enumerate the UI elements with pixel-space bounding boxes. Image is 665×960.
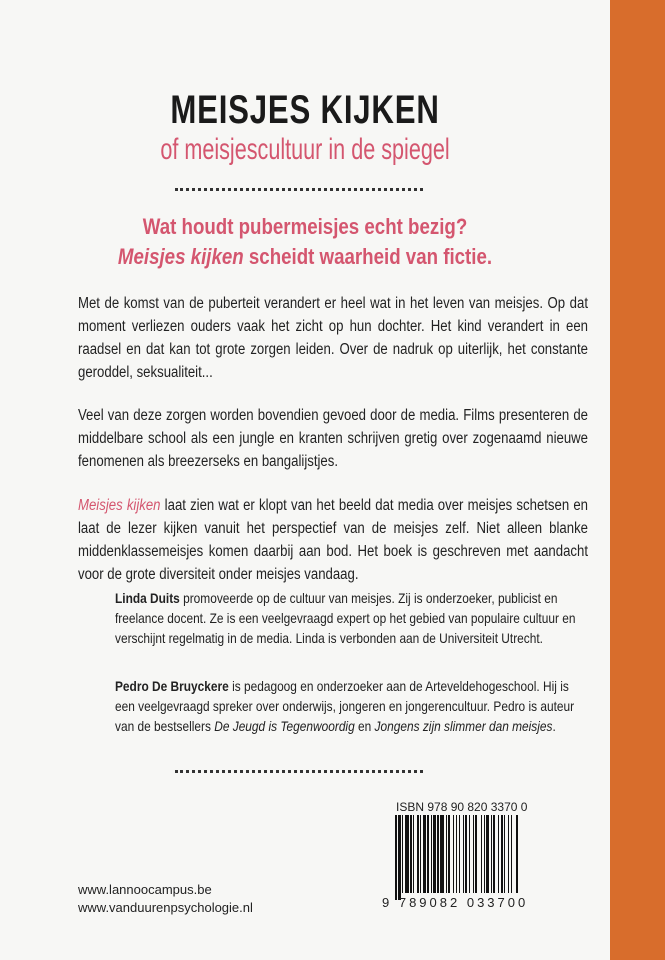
paragraph-3-text: laat zien wat er klopt van het beeld dat media over meisjes schetsen en laat de lezer kijken vanuit het perspectief van de meisjes zelf. Niet alleen blanke middenklassemeisjes komen daarbij aan bod. Het boek is geschreven met aandacht voor de grote diversiteit onder meisjes vandaag. bbox=[78, 497, 588, 583]
barcode-bar bbox=[423, 815, 426, 893]
barcode-bar bbox=[486, 815, 489, 893]
barcode-bar bbox=[511, 815, 512, 893]
spine-strip bbox=[610, 0, 665, 960]
barcode-bar bbox=[437, 815, 439, 893]
barcode-bar bbox=[459, 815, 460, 893]
barcode-bar bbox=[402, 815, 403, 893]
barcode-bar bbox=[446, 815, 447, 893]
barcode-bar bbox=[427, 815, 429, 893]
paragraph-3-em: Meisjes kijken bbox=[78, 497, 161, 514]
bio-text: promoveerde op de cultuur van meisjes. Zij is onderzoeker, publicist en freelance docent. Ze is een veelgevraagd expert op het gebied van populaire cultuur en verschijnt regelmatig in de media. Linda is verbonden aan de Universiteit Utrecht. bbox=[115, 590, 576, 646]
barcode-bar bbox=[417, 815, 419, 893]
barcode-bar bbox=[481, 815, 482, 893]
author-bio-pedro bbox=[115, 676, 591, 736]
barcode-bar bbox=[508, 815, 509, 893]
author-name: Linda Duits bbox=[115, 590, 180, 606]
barcode-bar bbox=[463, 815, 464, 893]
barcode-bar bbox=[469, 815, 470, 893]
barcode-bar bbox=[504, 815, 505, 893]
paragraph-2: Veel van deze zorgen worden bovendien gevoed door de media. Films presenteren de middelbare school als een jungle en kranten schrijven gretig over zogenaamd nieuwe fenomenen als breezerseks en bangalijstjes. bbox=[78, 407, 588, 470]
barcode-bar bbox=[516, 815, 518, 893]
barcode-bar bbox=[420, 815, 421, 893]
bio-text: is pedagoog en onderzoeker aan de Arteveldehogeschool. Hij is een veelgevraagd spreker over onderwijs, jongeren en jongerencultuur. Pedro is auteur van de bestsellers bbox=[115, 678, 575, 734]
barcode-bar bbox=[405, 815, 409, 893]
question: Wat houdt pubermeisjes echt bezig? bbox=[142, 214, 468, 239]
bio-text-mid: en bbox=[354, 718, 375, 734]
url-lannoocampus[interactable]: www.lannoocampus.be bbox=[78, 882, 212, 897]
barcode-bar bbox=[431, 815, 432, 893]
barcode-bar bbox=[501, 815, 503, 893]
barcode-bar bbox=[395, 815, 397, 900]
barcode-bar bbox=[498, 815, 499, 893]
barcode-bar bbox=[448, 815, 450, 893]
barcode-number: 9 789082 033700 bbox=[382, 895, 529, 910]
barcode-bar bbox=[398, 815, 401, 900]
barcode-bar bbox=[440, 815, 444, 893]
barcode-bar bbox=[456, 815, 457, 893]
isbn: ISBN 978 90 820 3370 0 bbox=[396, 800, 528, 814]
paragraph-3 bbox=[78, 494, 588, 586]
bio-text-end: . bbox=[552, 718, 556, 734]
tagline-rest: scheidt waarheid van fictie. bbox=[243, 244, 493, 269]
barcode-bar bbox=[473, 815, 474, 893]
barcode-bar bbox=[493, 815, 495, 893]
barcode bbox=[395, 815, 520, 900]
book-subtitle: of meisjescultuur in de spiegel bbox=[160, 133, 450, 166]
tagline bbox=[46, 244, 565, 270]
book-1: De Jeugd is Tegenwoordig bbox=[214, 718, 355, 734]
barcode-bar bbox=[413, 815, 414, 893]
barcode-bar bbox=[465, 815, 467, 893]
author-name: Pedro De Bruyckere bbox=[115, 678, 229, 694]
dotted-divider bbox=[175, 770, 423, 773]
barcode-bar bbox=[410, 815, 412, 893]
book-2: Jongens zijn slimmer dan meisjes bbox=[374, 718, 553, 734]
barcode-bar bbox=[484, 815, 485, 893]
barcode-bar bbox=[433, 815, 436, 893]
book-title: MEISJES KIJKEN bbox=[170, 88, 440, 132]
paragraph-1: Met de komst van de puberteit verandert er heel wat in het leven van meisjes. Op dat moment verliezen ouders vaak het zicht op hun dochter. Het kind verandert in een raadsel en dat kan tot grote zorgen leiden. Over de nadruk op uiterlijk, het constante geroddel, seksualiteit... bbox=[78, 295, 588, 381]
dotted-divider bbox=[175, 188, 423, 191]
barcode-bar bbox=[453, 815, 454, 893]
url-vanduuren[interactable]: www.vanduurenpsychologie.nl bbox=[78, 900, 253, 915]
barcode-bar bbox=[491, 815, 492, 893]
author-bio-linda bbox=[115, 588, 591, 648]
tagline-em: Meisjes kijken bbox=[117, 244, 244, 269]
barcode-bar bbox=[475, 815, 477, 893]
